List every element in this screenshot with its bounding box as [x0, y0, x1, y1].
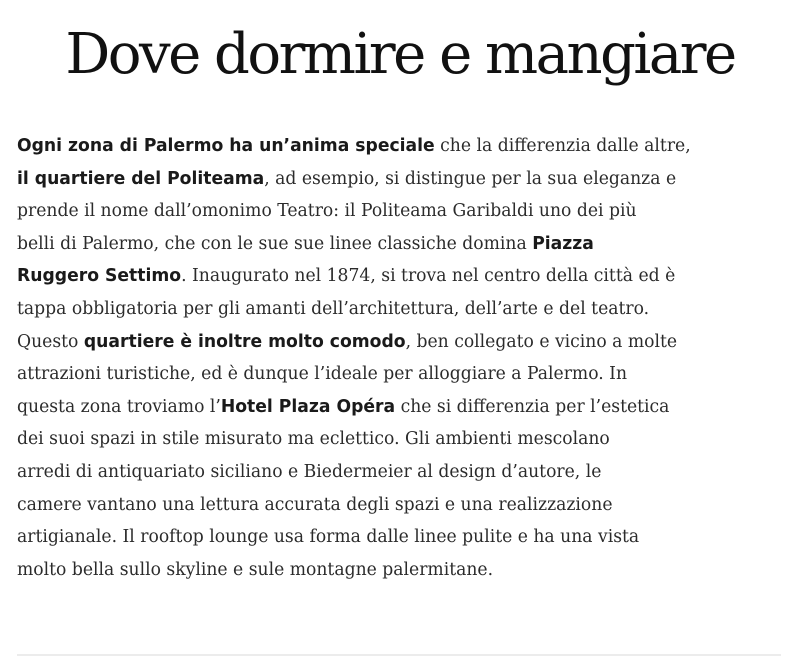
text-run: tappa obbligatoria per gli amanti dell’architettura, dell’arte e del teatro. — [17, 298, 650, 319]
text-run: attrazioni turistiche, ed è dunque l’ideale per alloggiare a Palermo. In — [17, 364, 628, 385]
text-run: artigianale. Il rooftop lounge usa forma dalle linee pulite e ha una vista — [17, 527, 640, 548]
paragraph-line — [17, 456, 783, 489]
article-paragraph — [17, 130, 797, 586]
paragraph-line — [17, 163, 783, 196]
bold-phrase: quartiere è inoltre molto comodo — [83, 331, 406, 352]
text-run: dei suoi spazi in stile misurato ma eclettico. Gli ambienti mescolano — [17, 429, 610, 450]
paragraph-line — [17, 489, 783, 522]
text-run: , ben collegato e vicino a molte — [405, 331, 678, 352]
text-run: arredi di antiquariato siciliano e Biedermeier al design d’autore, le — [17, 461, 602, 482]
bold-phrase: il quartiere del Politeama — [17, 168, 265, 189]
text-run: questa zona troviamo l’ — [17, 396, 221, 417]
divider — [17, 654, 781, 656]
text-run: camere vantano una lettura accurata degli spazi e una realizzazione — [17, 494, 613, 515]
bold-phrase: Piazza — [532, 233, 594, 254]
bold-phrase: Ogni zona di Palermo ha un’anima speciale — [17, 136, 435, 156]
text-run: belli di Palermo, che con le sue sue linee classiche domina — [17, 233, 533, 254]
paragraph-line — [17, 358, 783, 391]
paragraph-line — [17, 423, 783, 456]
text-run: Questo — [17, 331, 84, 352]
paragraph-line — [17, 554, 783, 587]
bold-phrase: Hotel Plaza Opéra — [220, 396, 396, 417]
paragraph-line — [17, 391, 783, 424]
paragraph-line — [17, 260, 783, 293]
text-run: prende il nome dall’omonimo Teatro: il Politeama Garibaldi uno dei più — [17, 201, 637, 222]
article-title: Dove dormire e mangiare — [65, 22, 735, 87]
bold-phrase: Ruggero Settimo — [17, 266, 182, 287]
paragraph-line — [17, 326, 783, 359]
text-run: , ad esempio, si distingue per la sua eleganza e — [264, 168, 677, 189]
paragraph-line — [17, 195, 783, 228]
text-run: che la differenzia dalle altre, — [434, 136, 691, 156]
paragraph-line — [17, 130, 783, 163]
paragraph-line — [17, 293, 783, 326]
text-run: che si differenzia per l’estetica — [395, 396, 670, 417]
text-run: . Inaugurato nel 1874, si trova nel centro della città ed è — [181, 266, 676, 287]
paragraph-line — [17, 521, 783, 554]
paragraph-line — [17, 228, 783, 261]
text-run: molto bella sullo skyline e sule montagne palermitane. — [17, 559, 494, 580]
